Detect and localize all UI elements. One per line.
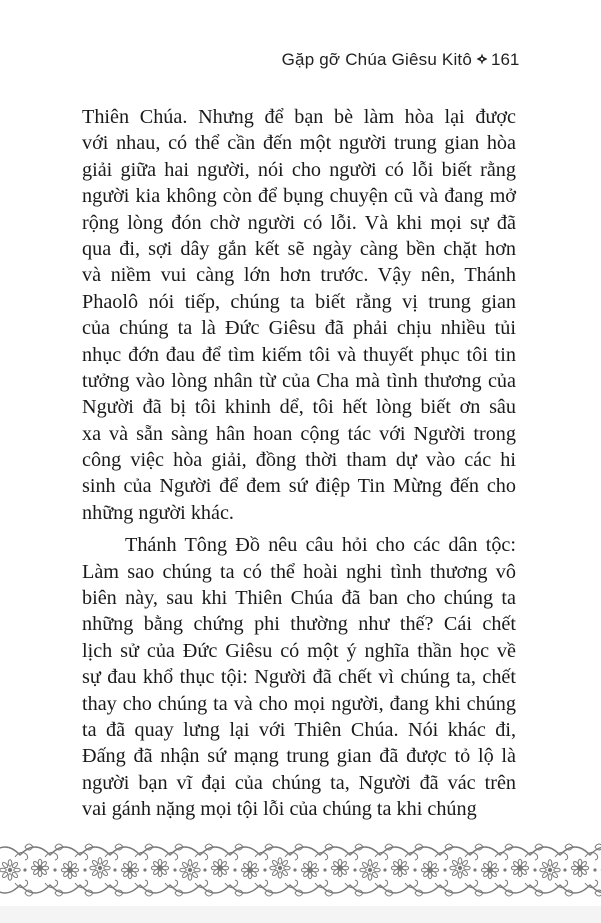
- floral-pattern: [0, 844, 601, 896]
- page-bottom-edge: [0, 906, 601, 923]
- text-line: người bạn vĩ đại của chúng ta, Người đã vác trên: [82, 771, 516, 794]
- text-line: Thánh Tông Đồ nêu câu hỏi cho các dân tộc:: [125, 534, 516, 557]
- text-line: Làm sao chúng ta có thể hoài nghi tình thương vô: [82, 560, 516, 583]
- text-line: của chúng ta là Đức Giêsu đã phải chịu nhiều tủi: [82, 317, 516, 340]
- body-text: [82, 104, 516, 823]
- text-line: sinh của Người để đem sứ điệp Tin Mừng đến cho: [82, 475, 516, 498]
- floral-border-ornament: [0, 835, 601, 905]
- text-line: qua đi, sợi dây gắn kết sẽ ngày càng bền chặt hơn: [82, 237, 516, 260]
- text-line: Đấng đã nhận sứ mạng trung gian đã được tỏ lộ là: [82, 745, 516, 768]
- running-title: Gặp gỡ Chúa Giêsu Kitô: [281, 50, 472, 69]
- text-line: Người đã bị tôi khinh dể, tôi hết lòng biết ơn sâu: [82, 396, 516, 419]
- paragraph: [82, 532, 516, 822]
- text-line: công việc hòa giải, đồng thời tham dự vào các hi: [82, 449, 516, 472]
- text-line: giải giữa hai người, nói cho người có lỗi biết rằng: [82, 158, 516, 181]
- text-line: Phaolô nói tiếp, chúng ta biết rằng vị trung gian: [82, 290, 516, 313]
- text-line: Thiên Chúa. Nhưng để bạn bè làm hòa lại được: [82, 106, 516, 128]
- text-line: sự đau khổ thục tội: Người đã chết vì chúng ta, chết: [82, 666, 516, 689]
- text-line: thay cho chúng ta và cho mọi người, đang khi chúng: [82, 692, 516, 715]
- text-line: xa và sẵn sàng hân hoan cộng tác với Người trong: [82, 422, 516, 445]
- text-line: người kia không còn để bụng chuyện cũ và đang mở: [82, 185, 516, 208]
- cross-ornament-icon: [476, 52, 488, 67]
- text-line: với nhau, có thể cần đến một người trung gian hòa: [82, 132, 516, 155]
- text-line: biên này, sau khi Thiên Chúa đã ban cho chúng ta: [82, 587, 516, 610]
- text-line: những bằng chứng phi thường như thế? Cái chết: [82, 613, 516, 636]
- paragraph: [82, 104, 516, 526]
- running-header: [282, 50, 491, 70]
- text-line: rộng lòng đón chờ người có lỗi. Và khi mọi sự đã: [82, 211, 516, 234]
- text-line: lịch sử của Đức Giêsu có một ý nghĩa thần học về: [82, 639, 516, 662]
- text-line: ta đã quay lưng lại với Thiên Chúa. Nói khác đi,: [82, 718, 516, 741]
- text-line: và niềm vui càng lớn hơn trước. Vậy nên, Thánh: [82, 264, 516, 287]
- text-line: tưởng vào lòng nhân từ của Cha mà tình thương của: [82, 369, 516, 392]
- text-line: nhục đớn đau để tìm kiếm tôi và thuyết phục tôi tin: [82, 343, 516, 366]
- page-number: 161: [491, 50, 520, 69]
- text-line: vai gánh nặng mọi tội lỗi của chúng ta khi chúng: [82, 798, 477, 821]
- text-line: những người khác.: [82, 501, 234, 524]
